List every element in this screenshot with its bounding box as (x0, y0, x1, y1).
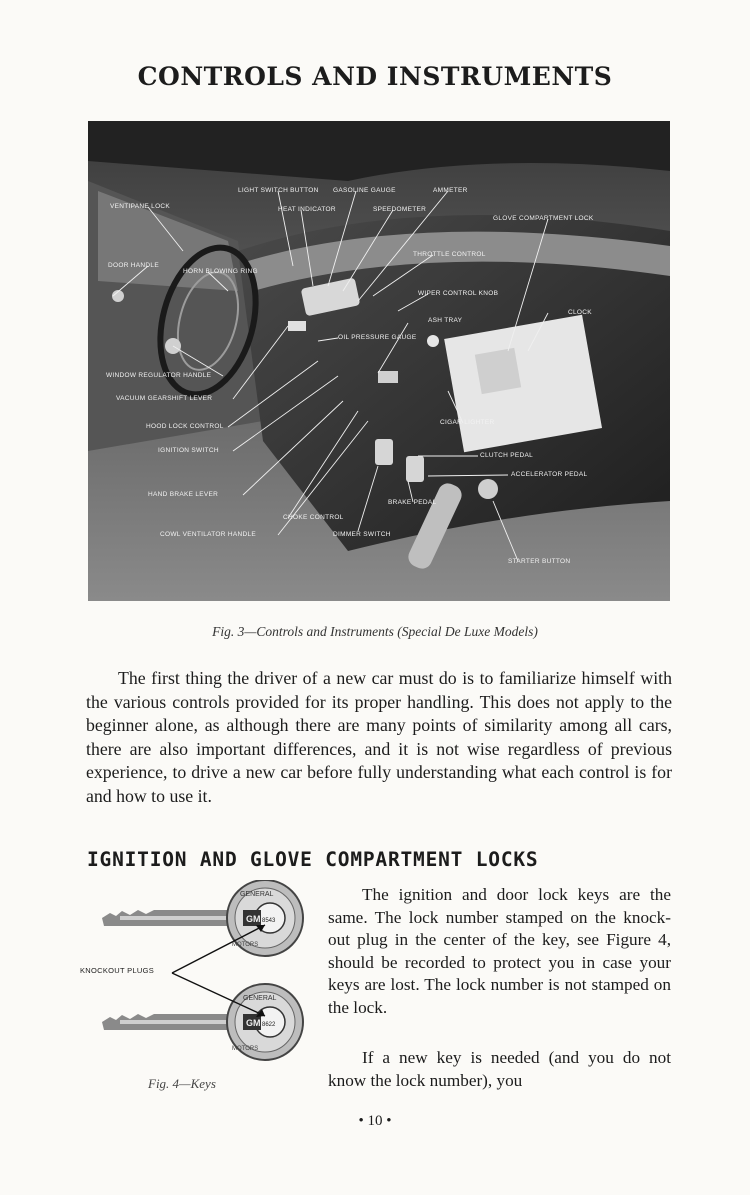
callout-horn-blowing-ring: HORN BLOWING RING (183, 268, 258, 275)
figure-3-caption: Fig. 3—Controls and Instruments (Special De Luxe Models) (212, 624, 538, 639)
page-title: CONTROLS AND INSTRUMENTS (137, 62, 613, 91)
callout-clock: CLOCK (568, 309, 592, 316)
callout-vacuum-gearshift-lever: VACUUM GEARSHIFT LEVER (116, 395, 213, 402)
callout-hand-brake-lever: HAND BRAKE LEVER (148, 491, 219, 498)
callout-starter-button: STARTER BUTTON (508, 558, 571, 565)
keys-illustration (80, 880, 320, 1080)
key2-logo: GM (246, 1018, 261, 1028)
key2-number: 8622 (262, 1022, 276, 1028)
callout-wiper-control-knob: WIPER CONTROL KNOB (418, 290, 499, 297)
intro-paragraph: The first thing the driver of a new car must do is to familiarize himself with the various controls provided for its proper handling. This does not apply to the beginner alone, as although there are many points of similarity among all cars, there are also important differences, and it is not wise regardless of previous experience, to drive a new car before fully understanding what each control is for and how to use it. (86, 668, 672, 806)
figure-4-caption: Fig. 4—Keys (148, 1076, 216, 1091)
key1-number: 8543 (262, 918, 276, 924)
callout-heat-indicator: HEAT INDICATOR (278, 206, 336, 213)
key1-brand: GENERAL (240, 891, 274, 898)
callout-hood-lock-control: HOOD LOCK CONTROL (146, 423, 224, 430)
lock-paragraph-2: If a new key is needed (and you do not know the lock number), you (328, 1048, 671, 1090)
callout-oil-pressure-gauge: OIL PRESSURE GAUGE (338, 334, 417, 341)
key2-brand: GENERAL (243, 995, 277, 1002)
dashboard-photo (88, 121, 670, 601)
key1-side: MOTORS (232, 942, 259, 948)
callout-cowl-ventilator-handle: COWL VENTILATOR HANDLE (160, 531, 257, 538)
callout-accelerator-pedal: ACCELERATOR PEDAL (511, 471, 588, 478)
callout-speedometer: SPEEDOMETER (373, 206, 427, 213)
callout-throttle-control: THROTTLE CONTROL (413, 251, 486, 258)
callout-window-regulator-handle: WINDOW REGULATOR HANDLE (106, 372, 212, 379)
section-heading: IGNITION AND GLOVE COMPARTMENT LOCKS (87, 848, 539, 871)
callout-door-handle: DOOR HANDLE (108, 262, 159, 269)
knockout-plugs-label: KNOCKOUT PLUGS (80, 966, 155, 975)
callout-ammeter: AMMETER (433, 187, 468, 194)
callout-clutch-pedal: CLUTCH PEDAL (480, 452, 534, 459)
callout-light-switch-button: LIGHT SWITCH BUTTON (238, 187, 319, 194)
lock-paragraph-1: The ignition and door lock keys are the same. The lock number stamped on the knock-out plug in the center of the key, see Figure 4, should be recorded to protect you in case your keys are lost. The lock number is not stamped on the lock. (328, 885, 671, 1017)
key2-side: MOTORS (232, 1046, 259, 1052)
key1-logo: GM (246, 914, 261, 924)
callout-ignition-switch: IGNITION SWITCH (158, 447, 219, 454)
callout-ash-tray: ASH TRAY (428, 317, 463, 324)
callout-brake-pedal: BRAKE PEDAL (388, 499, 437, 506)
callout-cigar-lighter: CIGAR LIGHTER (440, 419, 495, 426)
keys-figure (80, 880, 320, 1090)
page-number: • 10 • (358, 1113, 392, 1129)
callout-ventipane-lock: VENTIPANE LOCK (110, 203, 171, 210)
callout-choke-control: CHOKE CONTROL (283, 514, 344, 521)
callout-glove-compartment-lock: GLOVE COMPARTMENT LOCK (493, 215, 594, 222)
callout-gasoline-gauge: GASOLINE GAUGE (333, 187, 396, 194)
callout-dimmer-switch: DIMMER SWITCH (333, 531, 391, 538)
